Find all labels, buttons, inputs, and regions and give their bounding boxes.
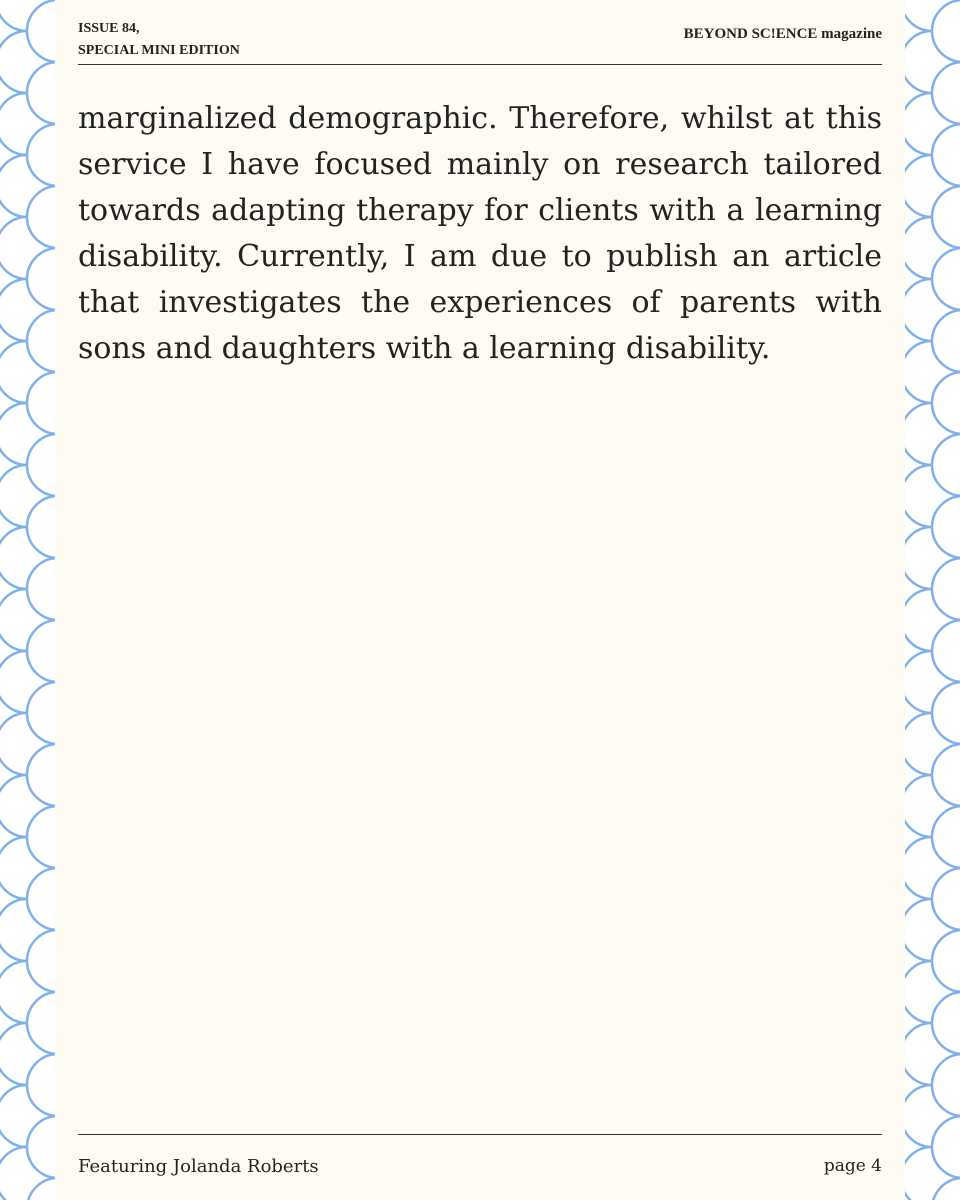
footer-divider (78, 1134, 882, 1135)
header-divider (78, 64, 882, 65)
magazine-title: BEYOND SC!ENCE magazine (683, 26, 882, 42)
page-number: page 4 (823, 1156, 882, 1176)
issue-number: ISSUE 84, (78, 21, 140, 36)
edition-label: SPECIAL MINI EDITION (78, 43, 240, 58)
scallop-pattern (905, 0, 960, 1200)
article-paragraph: marginalized demographic. Therefore, whilst at this service I have focused mainly on research tailored towards adapting therapy for clients with a learning disability. Currently, I am due to publish an article that investigates the experiences of parents with sons and daughters with a learning disability. (78, 101, 882, 366)
issue-label (78, 18, 240, 62)
featuring-label: Featuring Jolanda Roberts (78, 1156, 319, 1177)
decorative-border-left (0, 0, 55, 1200)
magazine-page (55, 0, 905, 1200)
scallop-pattern (0, 0, 55, 1200)
decorative-border-right (905, 0, 960, 1200)
